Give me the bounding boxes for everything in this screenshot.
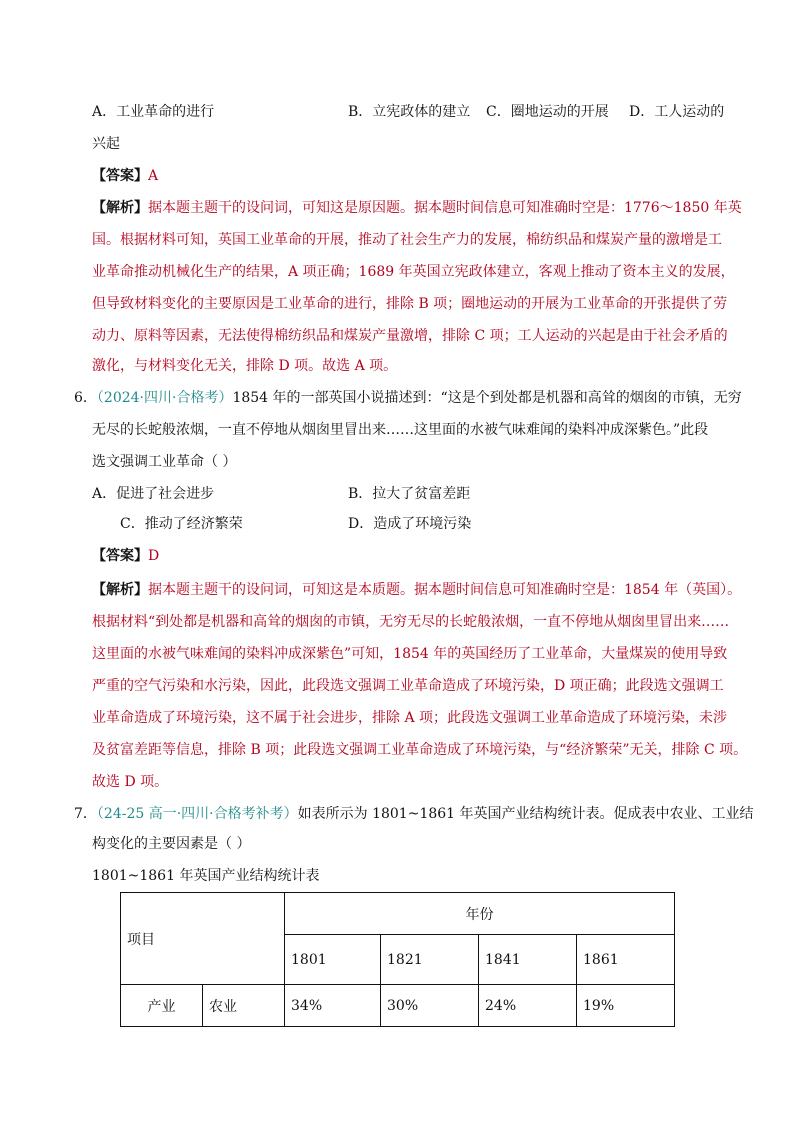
q6-analysis-line-3: 这里面的水被气味难闻的染料冲成深紫色”可知，1854 年的英国经历了工业革命，大量煤炭的使用导致 bbox=[92, 646, 728, 662]
q5-analysis-line-2: 国。根据材料可知，英国工业革命的开展，推动了社会生产力的发展，棉纺织品和煤炭产量的激增是工 bbox=[92, 232, 722, 248]
q5-answer bbox=[92, 166, 158, 186]
q6-analysis-line-2: 根据材料“到处都是机器和高耸的烟囱的市镇，无穷无尽的长蛇般浓烟，一直不停地从烟囱里冒出来…… bbox=[92, 614, 730, 630]
analysis-label: 【解析】 bbox=[92, 582, 148, 598]
q5-analysis-line-1: 【解析】据本题主题干的设问词，可知这是原因题。据本题时间信息可知准确时空是：1776～1850 年英 bbox=[92, 200, 742, 216]
answer-value: D bbox=[148, 548, 160, 564]
q6-analysis-line-1: 【解析】据本题主题干的设问词，可知这是本质题。据本题时间信息可知准确时空是：1854 年（英国）。 bbox=[92, 582, 742, 598]
table-row bbox=[121, 985, 675, 1027]
q6-analysis-line-7: 故选 D 项。 bbox=[92, 774, 169, 790]
row-group-cell: 产业 bbox=[121, 985, 203, 1027]
q7-stem-line-2: 构变化的主要因素是（ ） bbox=[92, 836, 251, 852]
q5-option-c[interactable]: C．圈地运动的开展 bbox=[486, 104, 609, 120]
table-header-row bbox=[121, 893, 675, 935]
question-source: （24-25 高一·四川·合格考补考） bbox=[96, 806, 298, 822]
q5-analysis-line-5: 动力、原料等因素，无法使得棉纺织品和煤炭产量激增，排除 C 项；工人运动的兴起是由于社会矛盾的 bbox=[92, 328, 728, 344]
q6-option-b[interactable]: B．拉大了贫富差距 bbox=[348, 486, 471, 502]
value-cell: 34% bbox=[285, 985, 381, 1027]
question-source: （2024·四川·合格考） bbox=[96, 390, 233, 406]
answer-label: 【答案】 bbox=[92, 548, 148, 564]
table-caption: 1801~1861 年英国产业结构统计表 bbox=[92, 868, 320, 884]
analysis-label: 【解析】 bbox=[92, 200, 148, 216]
q5-option-d[interactable]: D．工人运动的 bbox=[629, 104, 725, 120]
question-number: 6． bbox=[74, 390, 97, 406]
value-cell: 19% bbox=[577, 985, 675, 1027]
answer-value: A bbox=[148, 168, 159, 184]
q6-stem-line-2: 无尽的长蛇般浓烟，一直不停地从烟囱里冒出来……这里面的水被气味难闻的染料冲成深紫色。”此段 bbox=[92, 422, 709, 438]
industry-structure-table bbox=[120, 892, 675, 1027]
q5-option-d-continued: 兴起 bbox=[92, 136, 120, 152]
answer-label: 【答案】 bbox=[92, 168, 148, 184]
q5-analysis-line-4: 但导致材料变化的主要原因是工业革命的进行，排除 B 项；圈地运动的开展为工业革命的开张提供了劳 bbox=[92, 296, 728, 312]
question-number: 7． bbox=[74, 806, 97, 822]
q6-analysis-line-6: 及贫富差距等信息，排除 B 项；此段选文强调工业革命造成了环境污染，与“经济繁荣”无关，排除 C 项。 bbox=[92, 742, 748, 758]
q5-option-a[interactable]: A．工业革命的进行 bbox=[92, 104, 215, 120]
q6-option-d[interactable]: D．造成了环境污染 bbox=[348, 516, 472, 532]
q7-stem-line-1: 7．（24-25 高一·四川·合格考补考）如表所示为 1801~1861 年英国产业结构统计表。促成表中农业、工业结 bbox=[74, 806, 754, 822]
q5-analysis-line-6: 激化，与材料变化无关，排除 D 项。故选 A 项。 bbox=[92, 358, 398, 374]
value-cell: 24% bbox=[479, 985, 577, 1027]
q6-analysis-line-4: 严重的空气污染和水污染，因此，此段选文强调工业革命造成了环境污染，D 项正确；此段选文强调工 bbox=[92, 678, 724, 694]
q6-option-c[interactable]: C．推动了经济繁荣 bbox=[120, 516, 243, 532]
q6-answer bbox=[92, 546, 159, 566]
q6-option-a[interactable]: A．促进了社会进步 bbox=[92, 486, 215, 502]
row-label-cell: 农业 bbox=[203, 985, 285, 1027]
year-cell: 1861 bbox=[577, 935, 675, 985]
q6-analysis-line-5: 业革命造成了环境污染，这不属于社会进步，排除 A 项；此段选文强调工业革命造成了环境污染，未涉 bbox=[92, 710, 728, 726]
q6-stem-line-3: 选文强调工业革命（ ） bbox=[92, 454, 237, 470]
year-header: 年份 bbox=[285, 893, 675, 935]
value-cell: 30% bbox=[381, 985, 479, 1027]
q5-option-b[interactable]: B．立宪政体的建立 bbox=[348, 104, 471, 120]
year-cell: 1801 bbox=[285, 935, 381, 985]
q6-stem-line-1: 6．（2024·四川·合格考）1854 年的一部英国小说描述到：“这是个到处都是机器和高耸的烟囱的市镇，无穷 bbox=[74, 390, 742, 406]
q5-analysis-line-3: 业革命推动机械化生产的结果，A 项正确；1689 年英国立宪政体建立，客观上推动了资本主义的发展， bbox=[92, 264, 735, 280]
item-header: 项目 bbox=[121, 893, 285, 985]
year-cell: 1841 bbox=[479, 935, 577, 985]
year-cell: 1821 bbox=[381, 935, 479, 985]
